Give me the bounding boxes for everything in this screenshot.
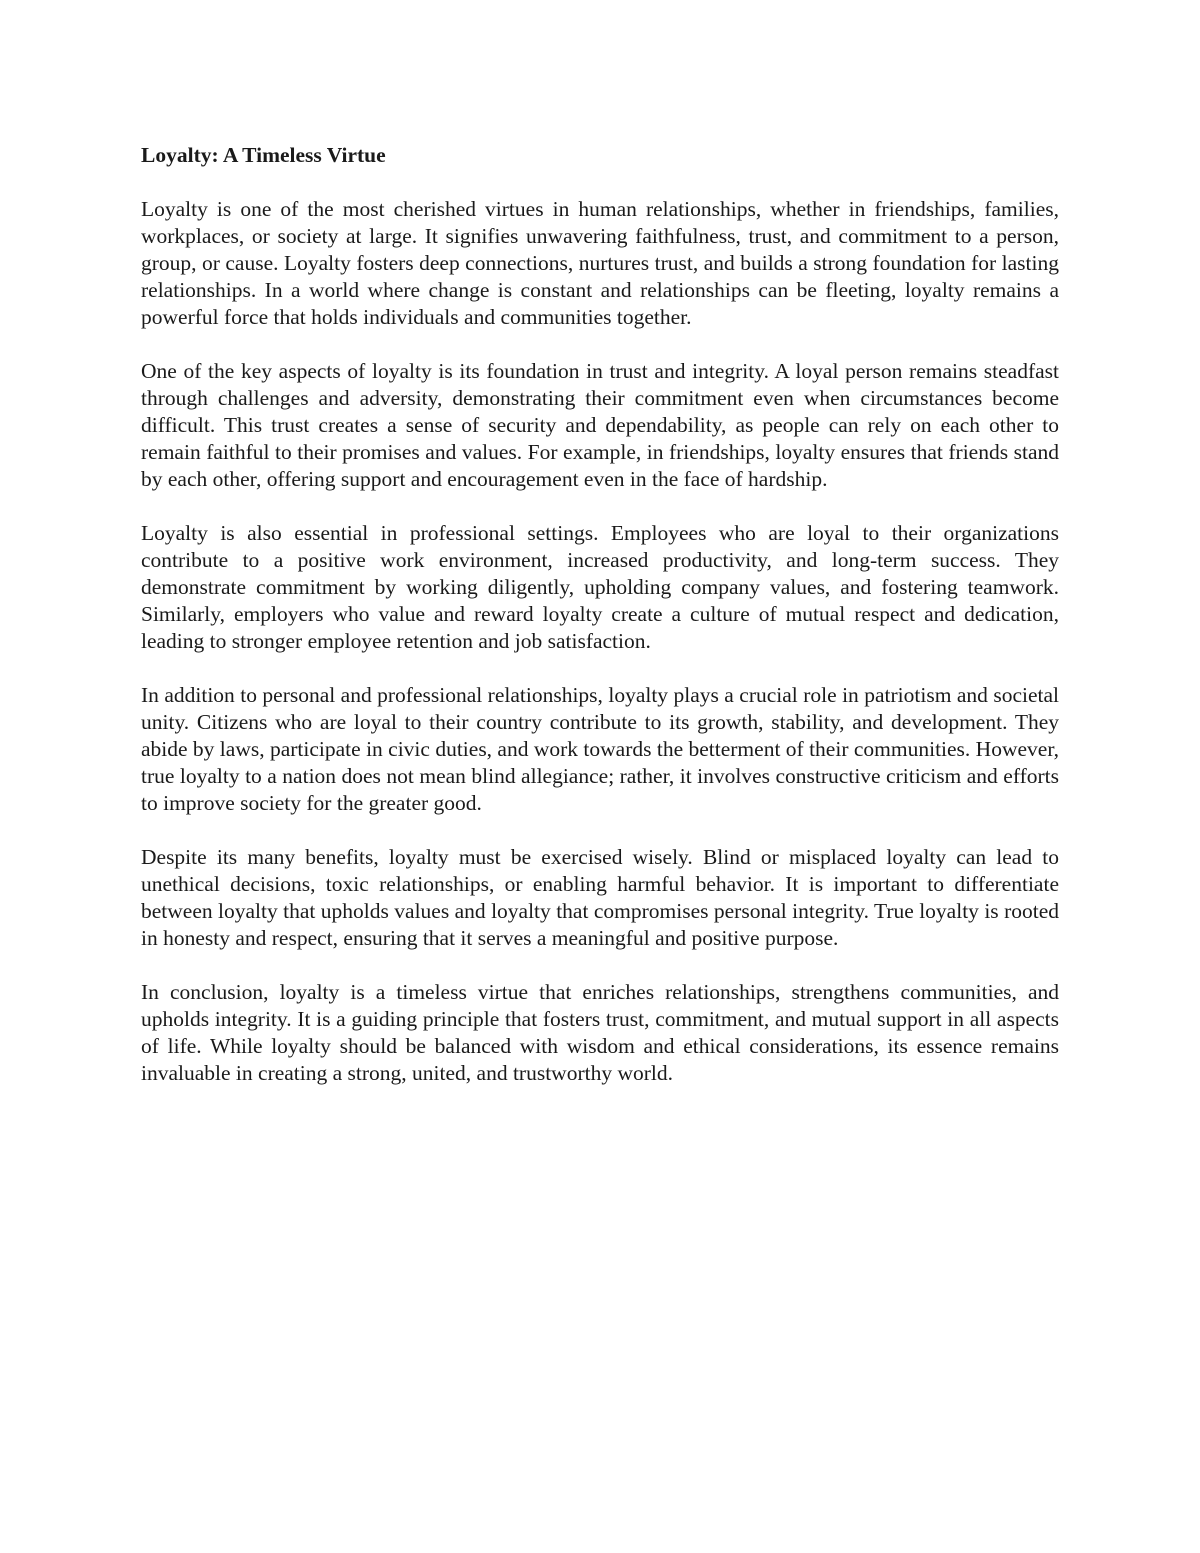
paragraph-conclusion: In conclusion, loyalty is a timeless virtue that enriches relationships, strengthens communities, and upholds integrity. It is a guiding principle that fosters trust, commitment, and mutual support in all aspects of life. While loyalty should be balanced with wisdom and ethical considerations, its essence remains invaluable in creating a strong, united, and trustworthy world. xyxy=(141,980,1059,1085)
paragraph-professional: Loyalty is also essential in professional settings. Employees who are loyal to their organizations contribute to a positive work environment, increased productivity, and long-term success. They demonstrate commitment by working diligently, upholding company values, and fostering teamwork. Similarly, employers who value and reward loyalty create a culture of mutual respect and dedication, leading to stronger employee retention and job satisfaction. xyxy=(141,521,1059,653)
document-title: Loyalty: A Timeless Virtue xyxy=(141,143,386,167)
document-body xyxy=(141,142,1059,1114)
paragraph-introduction: Loyalty is one of the most cherished virtues in human relationships, whether in friendships, families, workplaces, or society at large. It signifies unwavering faithfulness, trust, and commitment to a person, group, or cause. Loyalty fosters deep connections, nurtures trust, and builds a strong foundation for lasting relationships. In a world where change is constant and relationships can be fleeting, loyalty remains a powerful force that holds individuals and communities together. xyxy=(141,197,1059,329)
paragraph-patriotism: In addition to personal and professional relationships, loyalty plays a crucial role in patriotism and societal unity. Citizens who are loyal to their country contribute to its growth, stability, and development. They abide by laws, participate in civic duties, and work towards the betterment of their communities. However, true loyalty to a nation does not mean blind allegiance; rather, it involves constructive criticism and efforts to improve society for the greater good. xyxy=(141,683,1059,815)
paragraph-trust-integrity: One of the key aspects of loyalty is its foundation in trust and integrity. A loyal person remains steadfast through challenges and adversity, demonstrating their commitment even when circumstances become difficult. This trust creates a sense of security and dependability, as people can rely on each other to remain faithful to their promises and values. For example, in friendships, loyalty ensures that friends stand by each other, offering support and encouragement even in the face of hardship. xyxy=(141,359,1059,491)
paragraph-caution: Despite its many benefits, loyalty must be exercised wisely. Blind or misplaced loyalty can lead to unethical decisions, toxic relationships, or enabling harmful behavior. It is important to differentiate between loyalty that upholds values and loyalty that compromises personal integrity. True loyalty is rooted in honesty and respect, ensuring that it serves a meaningful and positive purpose. xyxy=(141,845,1059,950)
